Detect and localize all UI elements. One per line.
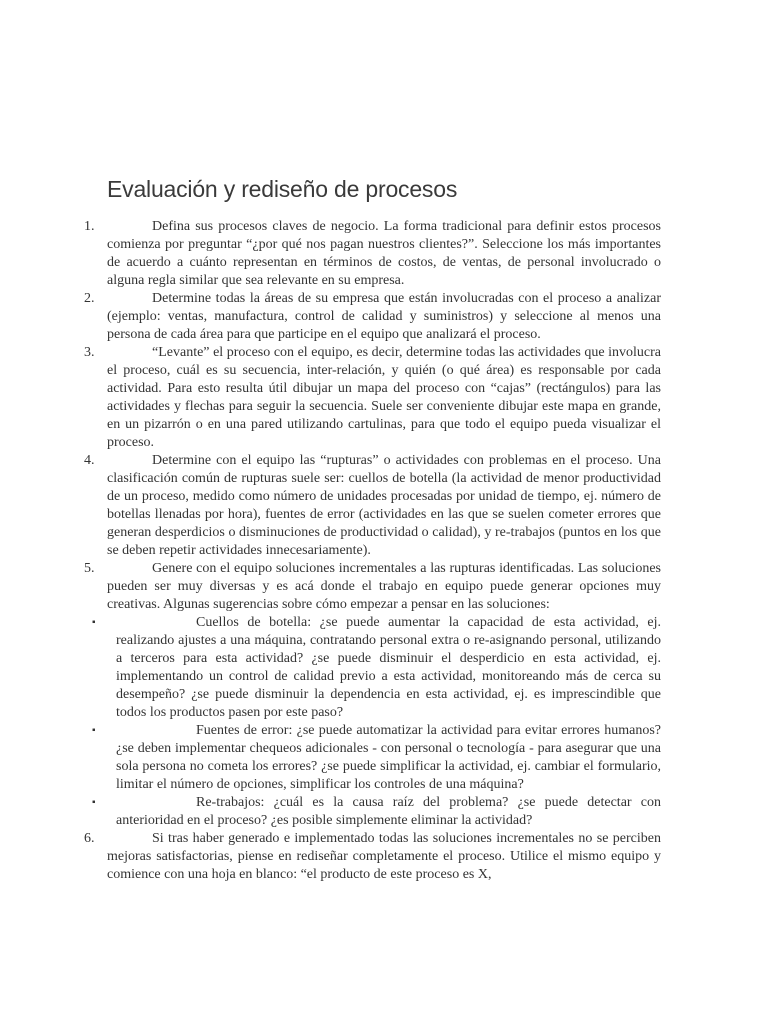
list-number: 2. — [84, 291, 95, 306]
sub-list-item-text: Cuellos de botella: ¿se puede aumentar la capacidad de esta actividad, ej. realizando ajustes a una máquina, contratando personal extra o re-asignando personal, utilizando a terceros para esta actividad? ¿se puede disminuir el desperdicio en esta actividad, ej. implementando un control de calidad previo a esta actividad, monitoreando más de cerca su desempeño? ¿se puede disminuir la dependencia en esta actividad, ej. es imprescindible que todos los productos pasen por este paso? — [116, 615, 661, 720]
list-item-text: Si tras haber generado e implementado todas las soluciones incrementales no se perciben mejoras satisfactorias, piense en rediseñar completamente el proceso. Utilice el mismo equipo y comience con una hoja en blanco: “el producto de este proceso es X, — [107, 831, 661, 882]
list-item — [0, 830, 768, 884]
list-item-text: Determine con el equipo las “rupturas” o actividades con problemas en el proceso. Una clasificación común de rupturas suele ser: cuellos de botella (la actividad de menor productividad de un proceso, medido como número de unidades procesadas por unidad de tiempo, ej. número de botellas llenadas por hora), fuentes de error (actividades en las que se suelen cometer errores que generan desperdicios o disminuciones de productividad o calidad), y re-trabajos (puntos en los que se deben repetir actividades innecesariamente). — [107, 453, 661, 558]
square-bullet-icon: ▪ — [92, 725, 96, 736]
list-item-text: Determine todas la áreas de su empresa que están involucradas con el proceso a analizar (ejemplo: ventas, manufactura, control de calidad y suministros) y seleccione al menos una persona de cada área para que participe en el equipo que analizará el proceso. — [107, 291, 661, 342]
sub-list-item-text: Re-trabajos: ¿cuál es la causa raíz del problema? ¿se puede detectar con anterioridad en el proceso? ¿es posible simplemente eliminar la actividad? — [116, 795, 661, 828]
list-item — [0, 452, 768, 560]
list-item — [0, 290, 768, 344]
list-number: 5. — [84, 561, 95, 576]
list-number: 6. — [84, 831, 95, 846]
list-item-text: Defina sus procesos claves de negocio. La forma tradicional para definir estos procesos comienza por preguntar “¿por qué nos pagan nuestros clientes?”. Seleccione los más importantes de acuerdo a cuánto representan en términos de costos, de ventas, de personal involucrado o alguna regla similar que sea relevante en su empresa. — [107, 219, 661, 288]
sub-list-item — [0, 794, 768, 830]
list-item-text: Genere con el equipo soluciones incrementales a las rupturas identificadas. Las soluciones pueden ser muy diversas y es acá donde el trabajo en equipo puede generar opciones muy creativas. Algunas sugerencias sobre cómo empezar a pensar en las soluciones: — [107, 561, 661, 612]
square-bullet-icon: ▪ — [92, 797, 96, 808]
sub-list-item-text: Fuentes de error: ¿se puede automatizar la actividad para evitar errores humanos? ¿se deben implementar chequeos adicionales - con personal o tecnología - para asegurar que una sola persona no cometa los errores? ¿se puede simplificar la actividad, ej. cambiar el formulario, limitar el número de opciones, simplificar los controles de una máquina? — [116, 723, 661, 792]
list-number: 3. — [84, 345, 95, 360]
document-body — [0, 218, 768, 884]
list-item-text: “Levante” el proceso con el equipo, es decir, determine todas las actividades que involucra el proceso, cuál es su secuencia, inter-relación, y quién (o qué área) es responsable por cada actividad. Para esto resulta útil dibujar un mapa del proceso con “cajas” (rectángulos) para las actividades y flechas para seguir la secuencia. Suele ser conveniente dibujar este mapa en grande, en un pizarrón o en una pared utilizando cartulinas, para que todo el equipo pueda visualizar el proceso. — [107, 345, 661, 450]
list-item — [0, 218, 768, 290]
list-item — [0, 344, 768, 452]
list-number: 4. — [84, 453, 95, 468]
document-title: Evaluación y rediseño de procesos — [107, 176, 458, 202]
sub-list-item — [0, 614, 768, 722]
square-bullet-icon: ▪ — [92, 617, 96, 628]
list-number: 1. — [84, 219, 95, 234]
list-item — [0, 560, 768, 614]
sub-list-item — [0, 722, 768, 794]
